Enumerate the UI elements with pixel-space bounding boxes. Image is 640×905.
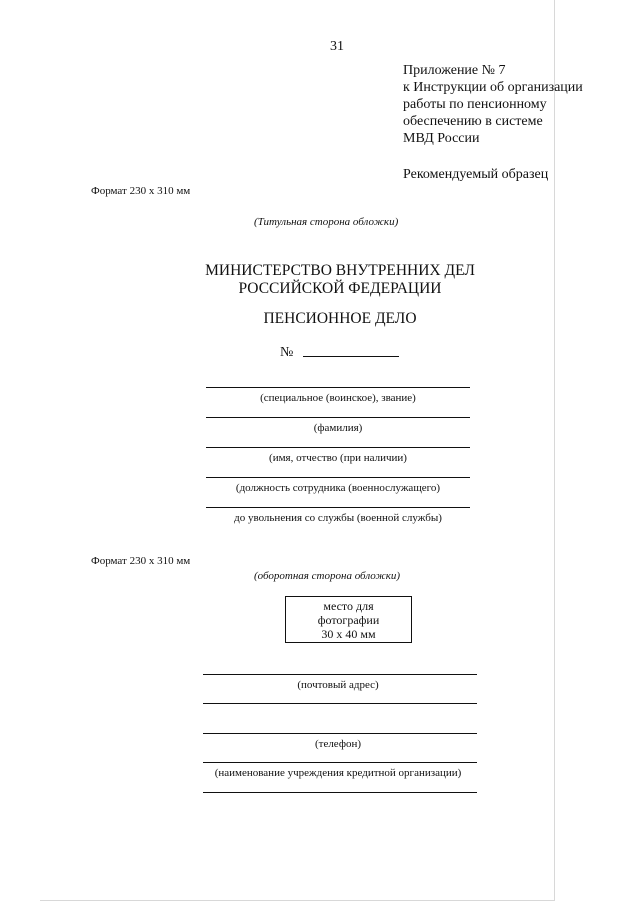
appendix-line-5: МВД России bbox=[403, 131, 480, 146]
institution-caption: (наименование учреждения кредитной организации) bbox=[214, 767, 462, 779]
appendix-line-2: к Инструкции об организации bbox=[403, 80, 583, 95]
photo-placeholder bbox=[285, 596, 412, 643]
front-format: Формат 230 х 310 мм bbox=[91, 185, 191, 197]
rank-caption: (специальное (воинское), звание) bbox=[260, 392, 416, 404]
back-format: Формат 230 х 310 мм bbox=[91, 555, 191, 567]
case-number-sign: № bbox=[280, 345, 294, 360]
address-line-2 bbox=[203, 703, 477, 704]
name-line bbox=[206, 447, 470, 448]
position-line-2 bbox=[206, 507, 470, 508]
address-line bbox=[203, 674, 477, 675]
back-side-caption: (оборотная сторона обложки) bbox=[254, 570, 401, 582]
position-caption-2: до увольнения со службы (военной службы) bbox=[234, 512, 442, 524]
appendix-line-1: Приложение № 7 bbox=[403, 63, 506, 78]
photo-line-2: фотографии bbox=[317, 613, 380, 627]
position-caption: (должность сотрудника (военнослужащего) bbox=[235, 482, 441, 494]
phone-line bbox=[203, 733, 477, 734]
institution-line-2 bbox=[203, 792, 477, 793]
photo-line-3: 30 х 40 мм bbox=[321, 627, 376, 641]
surname-line bbox=[206, 417, 470, 418]
ministry-line-2: РОССИЙСКОЙ ФЕДЕРАЦИИ bbox=[238, 280, 442, 297]
recommended-sample: Рекомендуемый образец bbox=[403, 167, 549, 182]
appendix-line-4: обеспечению в системе bbox=[403, 114, 543, 129]
address-caption: (почтовый адрес) bbox=[297, 679, 379, 691]
surname-caption: (фамилия) bbox=[313, 422, 363, 434]
front-side-caption: (Титульная сторона обложки) bbox=[254, 216, 399, 228]
case-title: ПЕНСИОННОЕ ДЕЛО bbox=[263, 310, 417, 327]
phone-caption: (телефон) bbox=[314, 738, 362, 750]
case-number-line bbox=[303, 356, 399, 357]
name-caption: (имя, отчество (при наличии) bbox=[269, 452, 407, 464]
page-number: 31 bbox=[330, 39, 344, 54]
ministry-line-1: МИНИСТЕРСТВО ВНУТРЕННИХ ДЕЛ bbox=[205, 262, 475, 279]
photo-line-1: место для bbox=[323, 599, 374, 613]
rank-line bbox=[206, 387, 470, 388]
appendix-line-3: работы по пенсионному bbox=[403, 97, 547, 112]
position-line bbox=[206, 477, 470, 478]
institution-line bbox=[203, 762, 477, 763]
